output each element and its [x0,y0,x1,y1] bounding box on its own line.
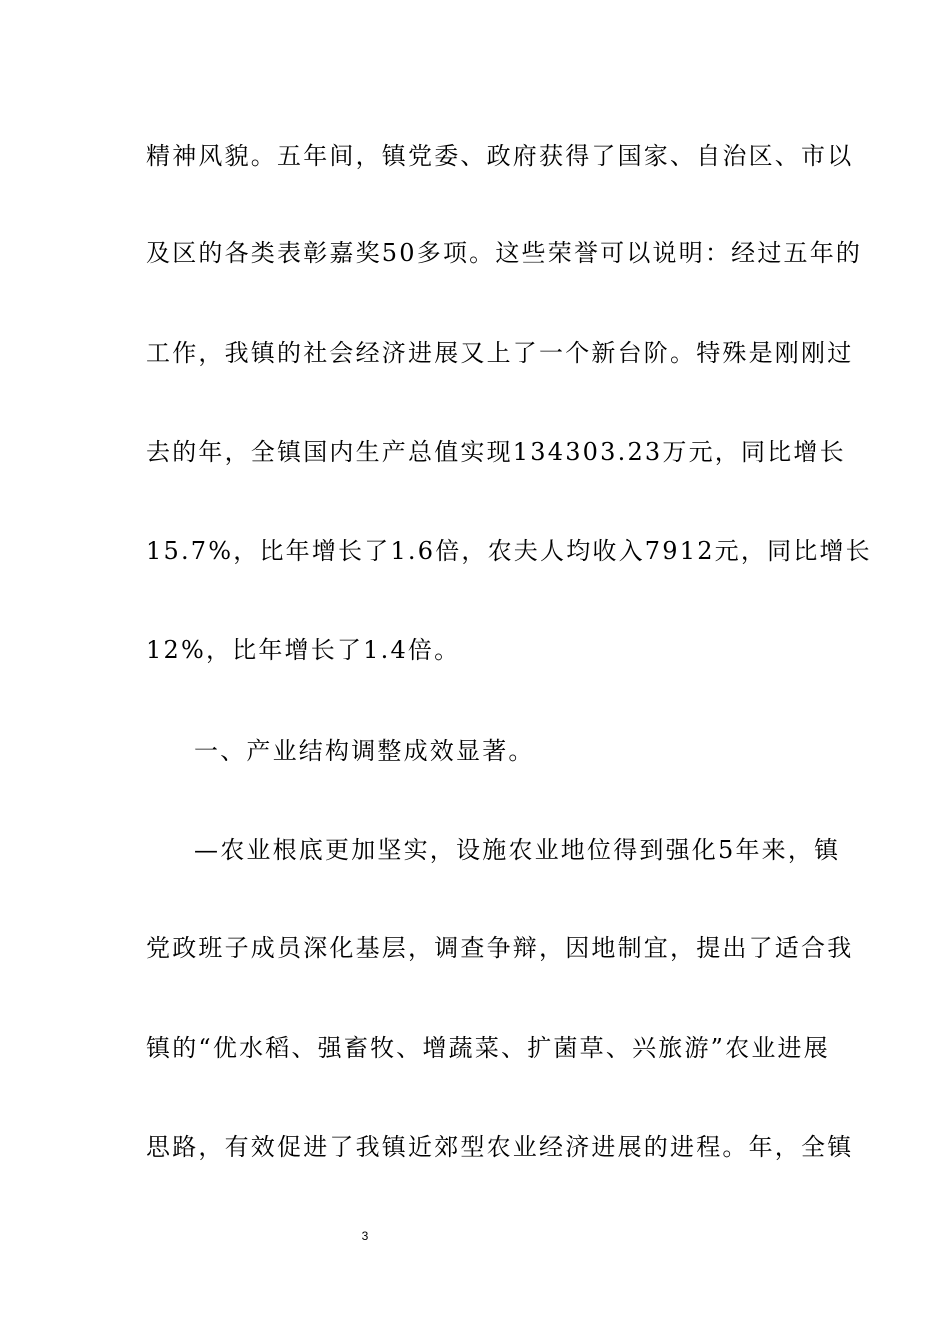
paragraph-line: 党政班子成员深化基层，调查争辩，因地制宜，提出了适合我 [146,934,854,962]
paragraph-line: 12%，比年增长了1.4倍。 [146,636,461,664]
paragraph-line: 15.7%，比年增长了1.6倍，农夫人均收入7912元，同比增长 [146,537,872,565]
section-heading: 一、产业结构调整成效显著。 [194,737,535,765]
paragraph-line: 思路，有效促进了我镇近郊型农业经济进展的进程。年，全镇 [146,1133,854,1161]
paragraph-line: 去的年，全镇国内生产总值实现134303.23万元，同比增长 [146,438,846,466]
paragraph-line: —农业根底更加坚实，设施农业地位得到强化5年来，镇 [194,836,841,864]
paragraph-line: 精神风貌。五年间，镇党委、政府获得了国家、自治区、市以 [146,142,854,170]
page-number: 3 [361,1229,369,1243]
paragraph-line: 及区的各类表彰嘉奖50多项。这些荣誉可以说明：经过五年的 [146,239,863,267]
paragraph-line: 镇的“优水稻、强畜牧、增蔬菜、扩菌草、兴旅游”农业进展 [146,1034,830,1062]
paragraph-line: 工作，我镇的社会经济进展又上了一个新台阶。特殊是刚刚过 [146,339,854,367]
